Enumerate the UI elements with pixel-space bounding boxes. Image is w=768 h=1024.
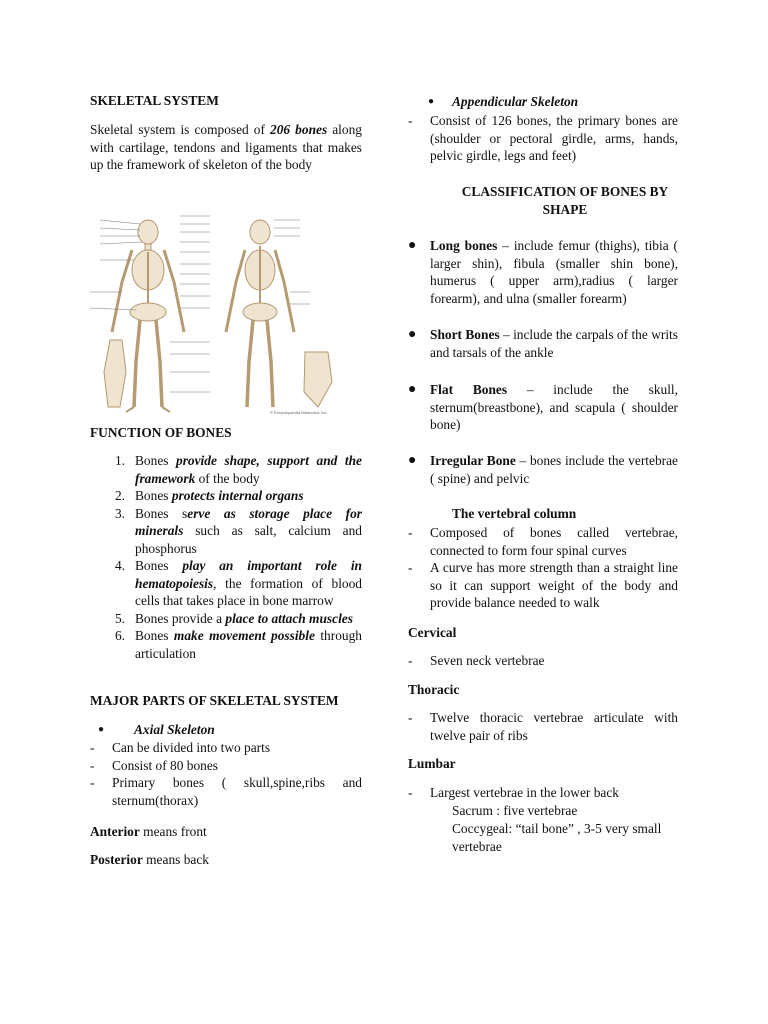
- bullet-icon: ●: [428, 96, 435, 107]
- posterior-definition: means back: [142, 852, 209, 867]
- item-emphasis: place to attach muscles: [225, 610, 353, 626]
- vertebral-items: [408, 524, 678, 612]
- skeletal-system-title: SKELETAL SYSTEM: [90, 93, 219, 108]
- bullet-icon: ●: [408, 327, 417, 342]
- shape-term: Long bones: [430, 238, 498, 253]
- item-number: 3.: [114, 505, 125, 521]
- item-text: of the body: [195, 470, 260, 486]
- dash-marker: -: [90, 757, 95, 773]
- axial-item-text: Primary bones ( skull,spine,ribs and sternum(thorax): [112, 775, 362, 808]
- dash-marker: -: [408, 653, 413, 668]
- lumbar-item-text: Largest vertebrae in the lower back: [430, 785, 619, 800]
- appendicular-skeleton-title: Appendicular Skeleton: [452, 94, 579, 109]
- function-of-bones-heading: FUNCTION OF BONES: [90, 425, 232, 440]
- shape-term: Irregular Bone: [430, 453, 516, 468]
- item-emphasis: erve as storage place for minerals: [135, 505, 363, 538]
- item-text: through articulation: [135, 628, 362, 661]
- axial-item-text: Consist of 80 bones: [112, 757, 219, 773]
- function-item: [90, 557, 362, 610]
- dash-marker: -: [408, 525, 413, 540]
- thoracic-item: [408, 709, 678, 744]
- item-text: Bones s: [135, 505, 188, 521]
- thoracic-item-text: Twelve thoracic vertebrae articulate with twelve pair of ribs: [430, 710, 678, 743]
- figure-credit: © Encyclopaedia Britannica, Inc.: [270, 410, 328, 415]
- bullet-icon: ●: [408, 382, 417, 397]
- shape-item: [408, 237, 678, 307]
- item-text: , the formation of blood cells that takes place in bone marrow: [135, 575, 362, 608]
- shape-description: – include femur (thighs), tibia ( larger shin), fibula (smaller shin bone), humerus ( upper arm),radius ( larger forearm), and ulna (smaller forearm): [430, 238, 678, 306]
- shape-item: [408, 381, 678, 434]
- dash-marker: -: [90, 740, 95, 755]
- shape-description: – bones include the vertebrae ( spine) and pelvic: [430, 453, 678, 486]
- dash-marker: -: [408, 113, 413, 128]
- anterior-line: [90, 823, 207, 841]
- function-item: [90, 627, 362, 662]
- item-emphasis: make movement possible: [173, 628, 315, 643]
- bullet-icon: ●: [98, 724, 105, 735]
- vertebral-item-text: A curve has more strength than a straight line so it can support weight of the body and provide balance needed to walk: [430, 560, 678, 610]
- anterior-term: Anterior: [90, 824, 140, 839]
- axial-items: [90, 739, 362, 809]
- cervical-item-text: Seven neck vertebrae: [430, 653, 545, 668]
- axial-item: [90, 757, 362, 775]
- skeleton-figure: [60, 212, 360, 417]
- appendicular-item: [408, 112, 678, 165]
- cervical-item: [408, 652, 678, 670]
- axial-item-text: Can be divided into two parts: [112, 740, 271, 755]
- bullet-icon: ●: [408, 453, 417, 468]
- coccygeal-line: Coccygeal: “tail bone” , 3-5 very small vertebrae: [452, 821, 662, 854]
- dash-marker: -: [408, 560, 413, 575]
- vertebral-column-heading: The vertebral column: [452, 506, 577, 521]
- vertebral-item-text: Composed of bones called vertebrae, connected to form four spinal curves: [430, 525, 678, 558]
- shape-item: [408, 326, 678, 361]
- item-text: Bones: [135, 558, 183, 573]
- sacrum-line: Sacrum : five vertebrae: [452, 803, 578, 818]
- posterior-line: [90, 851, 209, 869]
- function-item: [90, 487, 362, 505]
- item-text: Bones provide a: [135, 610, 226, 626]
- dash-marker: -: [408, 710, 413, 725]
- item-emphasis: play an important role in hematopoiesis: [135, 558, 362, 591]
- shape-description: – include the skull, sternum(breastbone), and scapula ( shoulder bone): [430, 382, 678, 432]
- appendicular-skeleton-bullet: [428, 93, 678, 111]
- item-number: 6.: [114, 628, 125, 643]
- item-text: Bones: [135, 628, 174, 643]
- appendicular-item-text: Consist of 126 bones, the primary bones are (shoulder or pectoral girdle, arms, hands, pelvic girdle, legs and feet): [430, 113, 678, 163]
- vertebral-item: [408, 559, 678, 612]
- shape-item: [408, 452, 678, 487]
- bullet-icon: ●: [408, 238, 417, 253]
- item-text: such as salt, calcium and phosphorus: [135, 523, 362, 556]
- intro-text-pre: Skeletal system is composed of: [90, 122, 271, 137]
- intro-text-post: along with cartilage, tendons and ligaments that makes up the framework of skeleton of the body: [90, 122, 362, 172]
- thoracic-heading: Thoracic: [408, 682, 460, 697]
- item-text: Bones: [135, 488, 172, 503]
- lumbar-heading: Lumbar: [408, 756, 456, 771]
- function-item: [90, 505, 362, 558]
- function-item: [90, 452, 362, 487]
- item-number: 2.: [114, 488, 125, 503]
- anterior-definition: means front: [139, 824, 207, 839]
- lumbar-item: [408, 784, 678, 802]
- item-emphasis: protects internal organs: [171, 488, 304, 503]
- item-emphasis: provide shape, support and the framework: [135, 453, 363, 486]
- skeleton-illustration: [60, 212, 360, 417]
- axial-skeleton-bullet: [90, 721, 362, 739]
- axial-skeleton-title: Axial Skeleton: [134, 722, 215, 737]
- axial-item: [90, 774, 362, 809]
- dash-marker: -: [408, 785, 413, 800]
- posterior-term: Posterior: [90, 852, 143, 867]
- item-number: 5.: [114, 610, 125, 626]
- dash-marker: -: [90, 775, 95, 790]
- major-parts-heading: MAJOR PARTS OF SKELETAL SYSTEM: [90, 693, 339, 708]
- intro-paragraph: [90, 121, 362, 174]
- item-number: 1.: [114, 453, 125, 468]
- classification-heading: CLASSIFICATION OF BONES BY SHAPE: [461, 184, 669, 217]
- vertebral-item: [408, 524, 678, 559]
- intro-text-bold: 206 bones: [270, 122, 328, 137]
- item-text: Bones: [135, 453, 177, 468]
- item-number: 4.: [114, 558, 125, 573]
- shape-description: – include the carpals of the writs and tarsals of the ankle: [430, 327, 678, 360]
- shape-term: Short Bones: [430, 327, 500, 342]
- function-item: [90, 610, 362, 628]
- cervical-heading: Cervical: [408, 625, 457, 640]
- axial-item: [90, 739, 362, 757]
- functions-list: [90, 452, 362, 662]
- shape-term: Flat Bones: [430, 382, 508, 397]
